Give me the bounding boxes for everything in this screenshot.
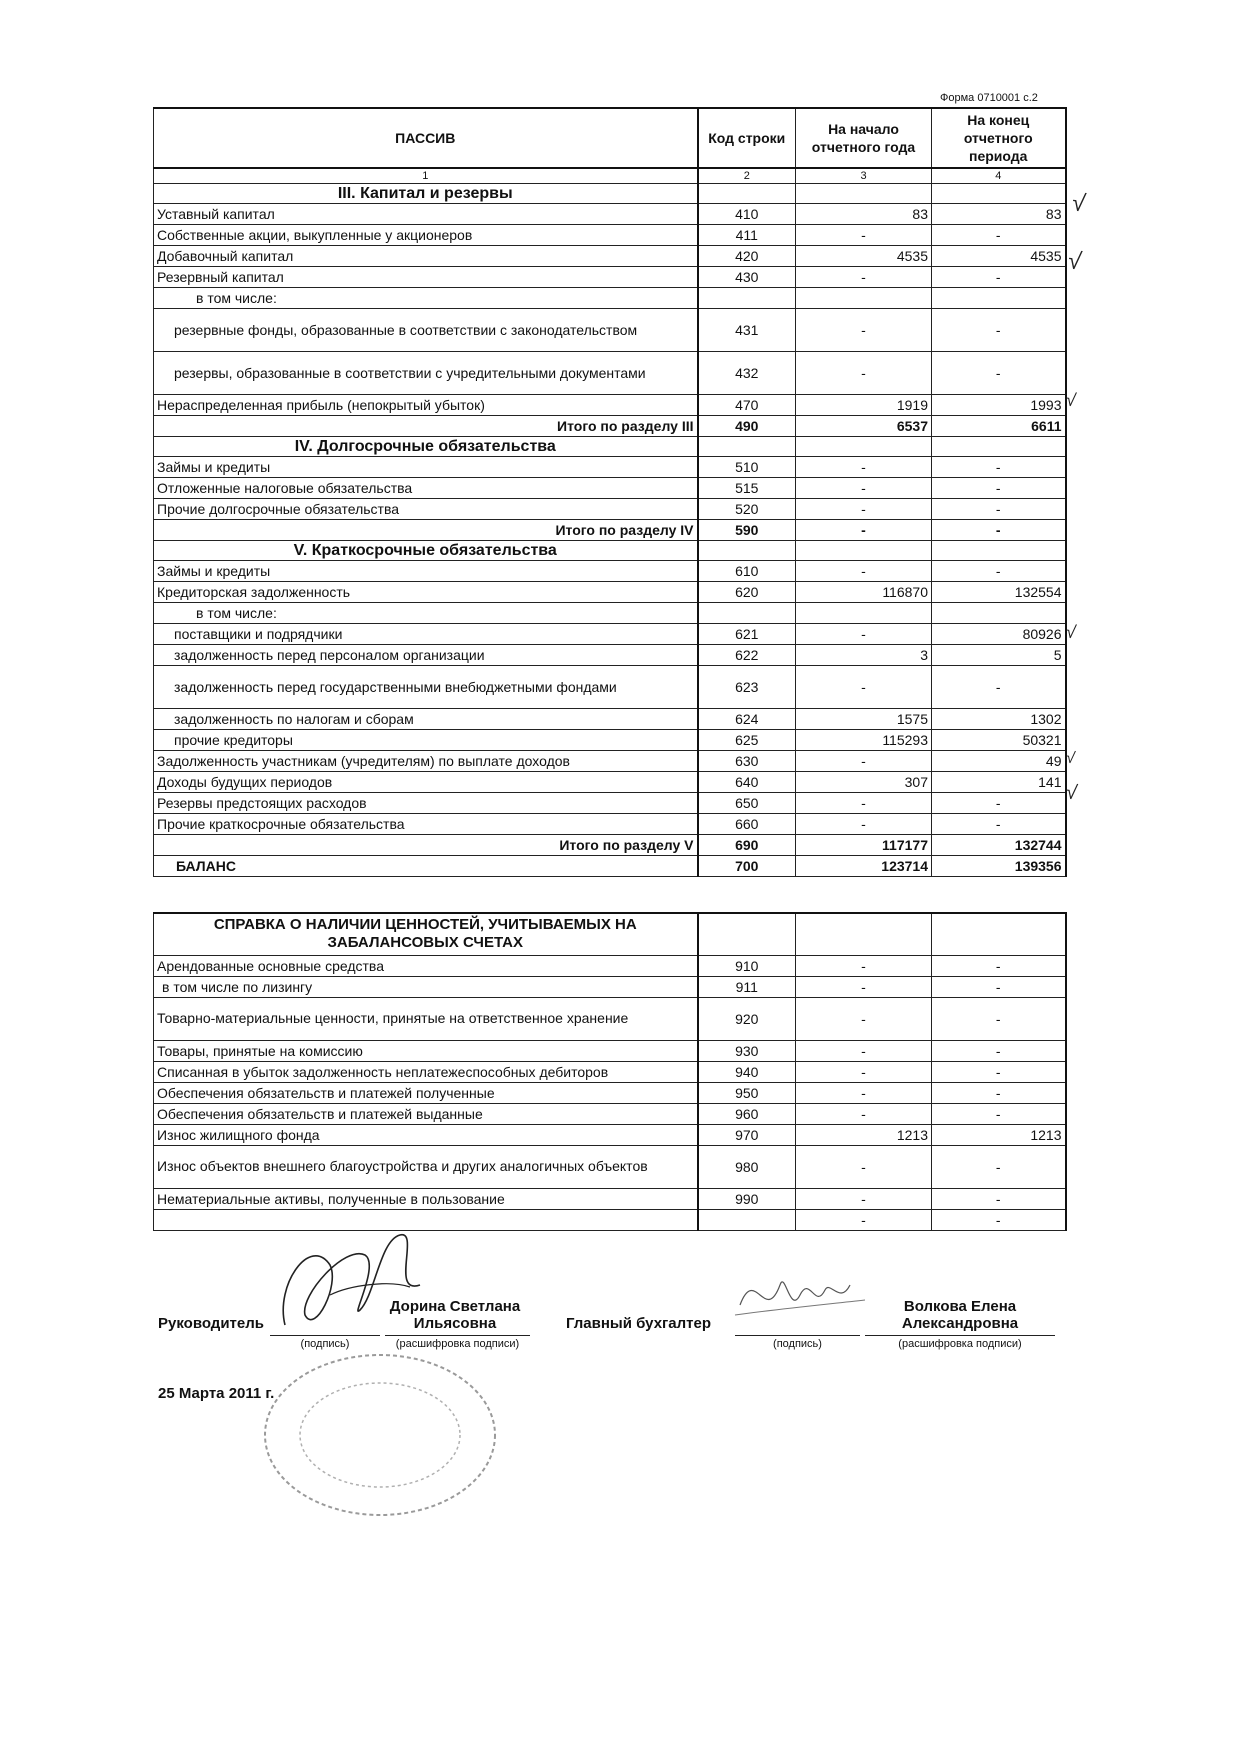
row-end-value: - [932,478,1066,499]
row-begin-value: 1213 [796,1124,932,1145]
row-label: резервы, образованные в соответствии с учредительными документами [154,352,698,395]
row-label: поставщики и подрядчики [154,624,698,645]
row-code: 470 [698,395,796,416]
row-end-value: 132744 [932,835,1066,856]
row-end-value: - [932,1188,1066,1209]
row-label: Отложенные налоговые обязательства [154,478,698,499]
row-label: Обеспечения обязательств и платежей выданные [154,1103,698,1124]
row-label: Списанная в убыток задолженность неплатежеспособных дебиторов [154,1061,698,1082]
row-label: Добавочный капитал [154,246,698,267]
row-code: 590 [698,520,796,541]
document-date: 25 Марта 2011 г. [158,1385,275,1402]
row-end-value: - [932,520,1066,541]
accountant-sign-caption: (подпись) [773,1338,822,1350]
row-code: 950 [698,1082,796,1103]
row-end-value: - [932,1209,1066,1230]
row-begin-value: - [796,1082,932,1103]
head-name: Дорина Светлана Ильясовна [389,1298,521,1332]
section-title: V. Краткосрочные обязательства [154,541,698,561]
row-begin-value: 6537 [796,416,932,437]
row-end-value: 83 [932,204,1066,225]
row-begin-value: - [796,478,932,499]
row-begin-value: - [796,793,932,814]
row-label: Уставный капитал [154,204,698,225]
row-begin-value: - [796,561,932,582]
row-begin-value: - [796,520,932,541]
row-end-value: 1302 [932,709,1066,730]
row-code: 490 [698,416,796,437]
form-reference: Форма 0710001 с.2 [940,92,1038,104]
head-signature [270,1225,430,1345]
row-code: 630 [698,751,796,772]
row-label: Прочие долгосрочные обязательства [154,499,698,520]
row-end-value: - [932,666,1066,709]
row-label: Арендованные основные средства [154,955,698,976]
row-label: в том числе: [154,288,698,309]
row-code: 621 [698,624,796,645]
row-code: 520 [698,499,796,520]
accountant-name-caption: (расшифровка подписи) [898,1338,1022,1350]
row-begin-value: - [796,1145,932,1188]
row-total-label: Итого по разделу IV [154,520,698,541]
row-label: Прочие краткосрочные обязательства [154,814,698,835]
head-name-caption: (расшифровка подписи) [395,1338,520,1350]
off-balance-title: СПРАВКА О НАЛИЧИИ ЦЕННОСТЕЙ, УЧИТЫВАЕМЫХ НА ЗАБАЛАНСОВЫХ СЧЕТАХ [154,913,698,955]
row-label: в том числе: [154,603,698,624]
row-label: Собственные акции, выкупленные у акционеров [154,225,698,246]
row-end-value: 6611 [932,416,1066,437]
col-number-1: 1 [154,168,698,184]
row-begin-value: - [796,267,932,288]
row-begin-value: - [796,457,932,478]
row-begin-value: - [796,751,932,772]
row-label: Резервный капитал [154,267,698,288]
row-code: 970 [698,1124,796,1145]
row-code: 660 [698,814,796,835]
row-code: 920 [698,997,796,1040]
row-begin-value: - [796,666,932,709]
row-code: 620 [698,582,796,603]
section-title: III. Капитал и резервы [154,184,698,204]
row-begin-value: 115293 [796,730,932,751]
row-end-value: 139356 [932,856,1066,877]
row-code: 990 [698,1188,796,1209]
checkmark-icon: √ [1064,749,1076,768]
accountant-name: Волкова Елена Александровна [901,1298,1019,1332]
row-code: 640 [698,772,796,793]
head-label: Руководитель [158,1315,264,1332]
row-end-value: - [932,814,1066,835]
row-code: 940 [698,1061,796,1082]
row-begin-value: 3 [796,645,932,666]
row-label: задолженность по налогам и сборам [154,709,698,730]
row-label: Обеспечения обязательств и платежей полученные [154,1082,698,1103]
row-code: 430 [698,267,796,288]
row-end-value: - [932,267,1066,288]
checkmark-icon: √ [1064,621,1078,643]
row-begin-value: 83 [796,204,932,225]
row-begin-value: - [796,352,932,395]
row-label: Займы и кредиты [154,457,698,478]
row-end-value: 1993 [932,395,1066,416]
row-label: Задолженность участникам (учредителям) по выплате доходов [154,751,698,772]
row-end-value: - [932,1103,1066,1124]
row-begin-value: - [796,1188,932,1209]
row-begin-value: - [796,955,932,976]
row-end-value: 141 [932,772,1066,793]
row-label: Износ объектов внешнего благоустройства и других аналогичных объектов [154,1145,698,1188]
row-begin-value: 116870 [796,582,932,603]
row-end-value: - [932,225,1066,246]
row-end-value: - [932,1145,1066,1188]
row-label: в том числе по лизингу [154,976,698,997]
row-begin-value: 123714 [796,856,932,877]
checkmark-icon: √ [1066,247,1084,276]
row-end-value: - [932,499,1066,520]
row-begin-value: - [796,1103,932,1124]
row-end-value: - [932,1061,1066,1082]
stamp-seal [255,1345,505,1525]
header-line-code: Код строки [698,108,796,168]
row-begin-value: 1919 [796,395,932,416]
row-end-value: - [932,1040,1066,1061]
row-code: 960 [698,1103,796,1124]
row-label: Займы и кредиты [154,561,698,582]
row-label: резервные фонды, образованные в соответствии с законодательством [154,309,698,352]
row-label: Резервы предстоящих расходов [154,793,698,814]
col-number-2: 2 [698,168,796,184]
row-end-value: - [932,1082,1066,1103]
row-code: 911 [698,976,796,997]
row-code: 700 [698,856,796,877]
row-total-label: Итого по разделу V [154,835,698,856]
row-begin-value: 1575 [796,709,932,730]
row-end-value: - [932,976,1066,997]
liabilities-table [153,107,1067,877]
row-code: 410 [698,204,796,225]
row-end-value: - [932,457,1066,478]
row-begin-value: - [796,997,932,1040]
row-code: 930 [698,1040,796,1061]
checkmark-icon: √ [1064,781,1079,805]
row-label: прочие кредиторы [154,730,698,751]
row-end-value: - [932,955,1066,976]
row-begin-value: - [796,814,932,835]
head-sign-caption: (подпись) [300,1338,350,1350]
row-code: 515 [698,478,796,499]
row-code: 624 [698,709,796,730]
row-label: Кредиторская задолженность [154,582,698,603]
row-begin-value: - [796,976,932,997]
row-begin-value: - [796,1061,932,1082]
row-code: 625 [698,730,796,751]
balance-label: БАЛАНС [154,856,698,877]
checkmark-icon: √ [1064,389,1078,411]
row-code: 510 [698,457,796,478]
row-code: 623 [698,666,796,709]
accountant-sign-line [735,1335,860,1336]
row-code: 420 [698,246,796,267]
col-number-3: 3 [796,168,932,184]
row-end-value: 1213 [932,1124,1066,1145]
row-begin-value: 117177 [796,835,932,856]
row-code: 411 [698,225,796,246]
row-begin-value: - [796,225,932,246]
row-end-value: - [932,309,1066,352]
row-code: 910 [698,955,796,976]
row-code: 650 [698,793,796,814]
row-label: Товары, принятые на комиссию [154,1040,698,1061]
off-balance-table [153,912,1067,1231]
row-end-value: 80926 [932,624,1066,645]
checkmark-icon: √ [1070,189,1088,218]
row-label: Товарно-материальные ценности, принятые на ответственное хранение [154,997,698,1040]
row-begin-value: 307 [796,772,932,793]
row-end-value: - [932,793,1066,814]
section-title: IV. Долгосрочные обязательства [154,437,698,457]
row-label: Нематериальные активы, полученные в пользование [154,1188,698,1209]
row-begin-value: - [796,1209,932,1230]
row-code: 690 [698,835,796,856]
row-code: 610 [698,561,796,582]
row-label: Нераспределенная прибыль (непокрытый убыток) [154,395,698,416]
row-end-value: 4535 [932,246,1066,267]
row-code: 622 [698,645,796,666]
row-label: Износ жилищного фонда [154,1124,698,1145]
row-end-value: 50321 [932,730,1066,751]
row-begin-value: - [796,624,932,645]
row-begin-value: 4535 [796,246,932,267]
row-code: 431 [698,309,796,352]
row-end-value: 49 [932,751,1066,772]
row-begin-value: - [796,309,932,352]
row-label: задолженность перед персоналом организации [154,645,698,666]
header-liabilities: ПАССИВ [154,108,698,168]
row-end-value: - [932,561,1066,582]
row-end-value: 132554 [932,582,1066,603]
row-begin-value: - [796,499,932,520]
row-total-label: Итого по разделу III [154,416,698,437]
accountant-name-line [865,1335,1055,1336]
row-code: 980 [698,1145,796,1188]
row-label: Доходы будущих периодов [154,772,698,793]
header-begin-year: На начало отчетного года [796,108,932,168]
row-end-value: 5 [932,645,1066,666]
row-end-value: - [932,352,1066,395]
accountant-label: Главный бухгалтер [566,1315,712,1332]
row-end-value: - [932,997,1066,1040]
header-end-period: На конец отчетного периода [932,108,1066,168]
row-begin-value: - [796,1040,932,1061]
row-label: задолженность перед государственными внебюджетными фондами [154,666,698,709]
accountant-signature [730,1255,870,1335]
col-number-4: 4 [932,168,1066,184]
row-code: 432 [698,352,796,395]
